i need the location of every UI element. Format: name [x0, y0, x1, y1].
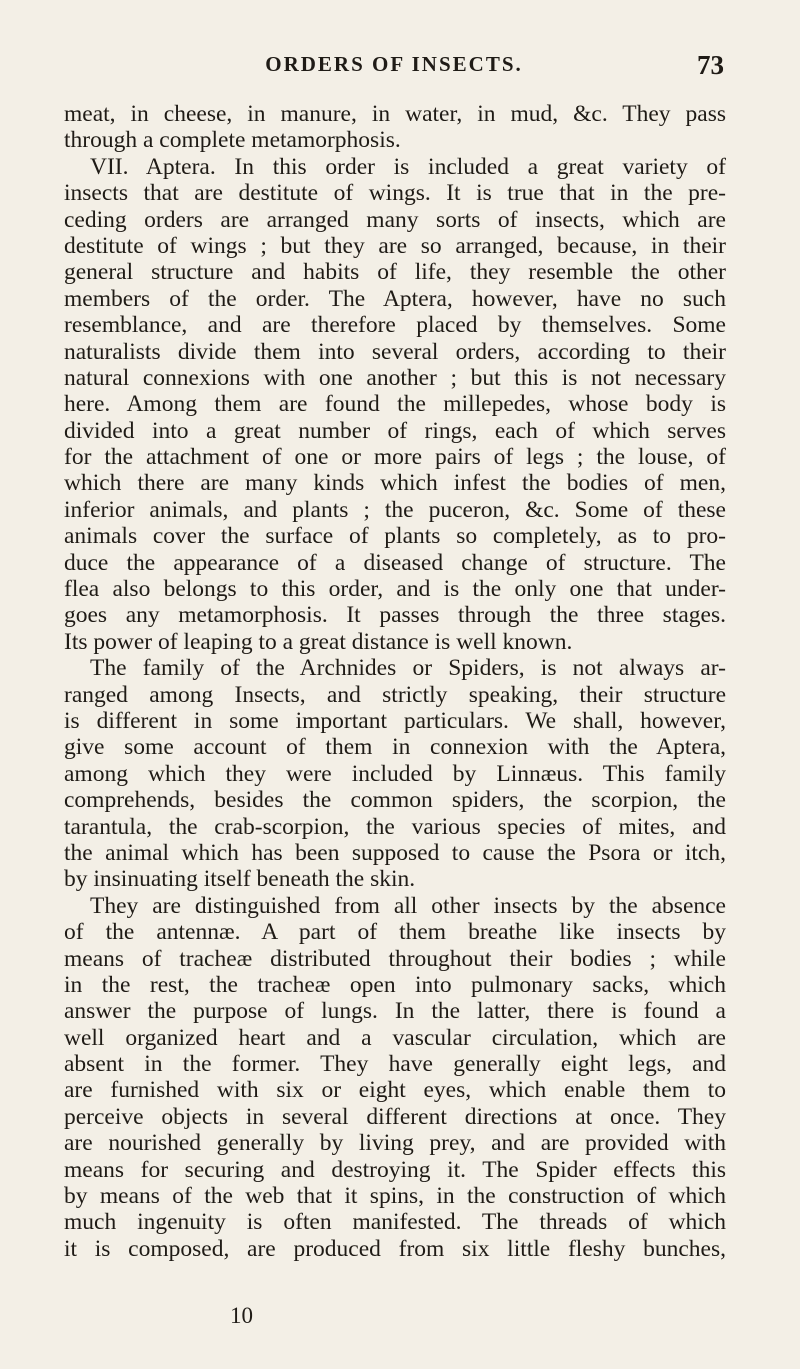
text-line: of the antennæ. A part of them breathe like insects by [64, 919, 726, 946]
text-line: which there are many kinds which infest the bodies of men, [64, 470, 726, 497]
text-line: are nourished generally by living prey, and are provided with [64, 1130, 726, 1157]
text-line: tarantula, the crab-scorpion, the various species of mites, and [64, 813, 726, 840]
text-line: goes any metamorphosis. It passes through the three stages. [64, 602, 726, 629]
text-line: among which they were included by Linnæus. This family [64, 760, 726, 787]
text-line: is different in some important particulars. We shall, however, [64, 707, 726, 734]
text-line: The family of the Archnides or Spiders, is not always ar- [90, 655, 726, 682]
text-line: give some account of them in connexion with the Aptera, [64, 734, 726, 761]
text-line: naturalists divide them into several orders, according to their [64, 338, 726, 365]
text-line: flea also belongs to this order, and is the only one that under- [64, 576, 726, 603]
text-line: here. Among them are found the millepedes, whose body is [64, 391, 726, 418]
text-line: are furnished with six or eight eyes, which enable them to [64, 1077, 726, 1104]
text-line: ceding orders are arranged many sorts of insects, which are [64, 206, 726, 233]
text-line: by means of the web that it spins, in the construction of which [64, 1183, 726, 1210]
text-line: much ingenuity is often manifested. The threads of which [64, 1209, 726, 1236]
signature-mark: 10 [230, 1303, 253, 1328]
text-line: through a complete metamorphosis. [64, 127, 401, 154]
text-line: means of tracheæ distributed throughout their bodies ; while [64, 945, 726, 972]
text-line: inferior animals, and plants ; the puceron, &c. Some of these [64, 496, 726, 523]
text-line: perceive objects in several different directions at once. They [64, 1103, 726, 1130]
page-header [64, 52, 724, 86]
text-line: well organized heart and a vascular circulation, which are [64, 1024, 726, 1051]
running-title: ORDERS OF INSECTS. [265, 52, 523, 76]
text-line: the animal which has been supposed to cause the Psora or itch, [64, 839, 726, 866]
text-line: duce the appearance of a diseased change of structure. The [64, 549, 726, 576]
text-line: They are distinguished from all other insects by the absence [90, 892, 726, 919]
text-line: VII. Aptera. In this order is included a great variety of [90, 153, 726, 180]
text-line: in the rest, the tracheæ open into pulmonary sacks, which [64, 971, 726, 998]
text-line: ranged among Insects, and strictly speaking, their structure [64, 681, 726, 708]
text-line: absent in the former. They have generally eight legs, and [64, 1051, 726, 1078]
text-line: members of the order. The Aptera, however, have no such [64, 285, 726, 312]
text-line: animals cover the surface of plants so completely, as to pro- [64, 523, 726, 550]
text-line: Its power of leaping to a great distance is well known. [64, 628, 573, 655]
text-line: it is composed, are produced from six little fleshy bunches, [64, 1235, 726, 1262]
text-line: comprehends, besides the common spiders, the scorpion, the [64, 787, 726, 814]
page-number: 73 [697, 50, 724, 80]
body-text [64, 101, 726, 1262]
text-line: insects that are destitute of wings. It is true that in the pre- [64, 180, 726, 207]
text-line: destitute of wings ; but they are so arranged, because, in their [64, 232, 726, 259]
text-line: means for securing and destroying it. The Spider effects this [64, 1156, 726, 1183]
text-line: general structure and habits of life, they resemble the other [64, 259, 726, 286]
text-line: divided into a great number of rings, each of which serves [64, 417, 726, 444]
text-line: for the attachment of one or more pairs of legs ; the louse, of [64, 444, 726, 471]
text-line: resemblance, and are therefore placed by themselves. Some [64, 312, 726, 339]
text-line: natural connexions with one another ; but this is not necessary [64, 364, 726, 391]
text-line: by insinuating itself beneath the skin. [64, 866, 416, 893]
text-line: meat, in cheese, in manure, in water, in mud, &c. They pass [64, 101, 726, 127]
text-line: answer the purpose of lungs. In the latter, there is found a [64, 998, 726, 1025]
